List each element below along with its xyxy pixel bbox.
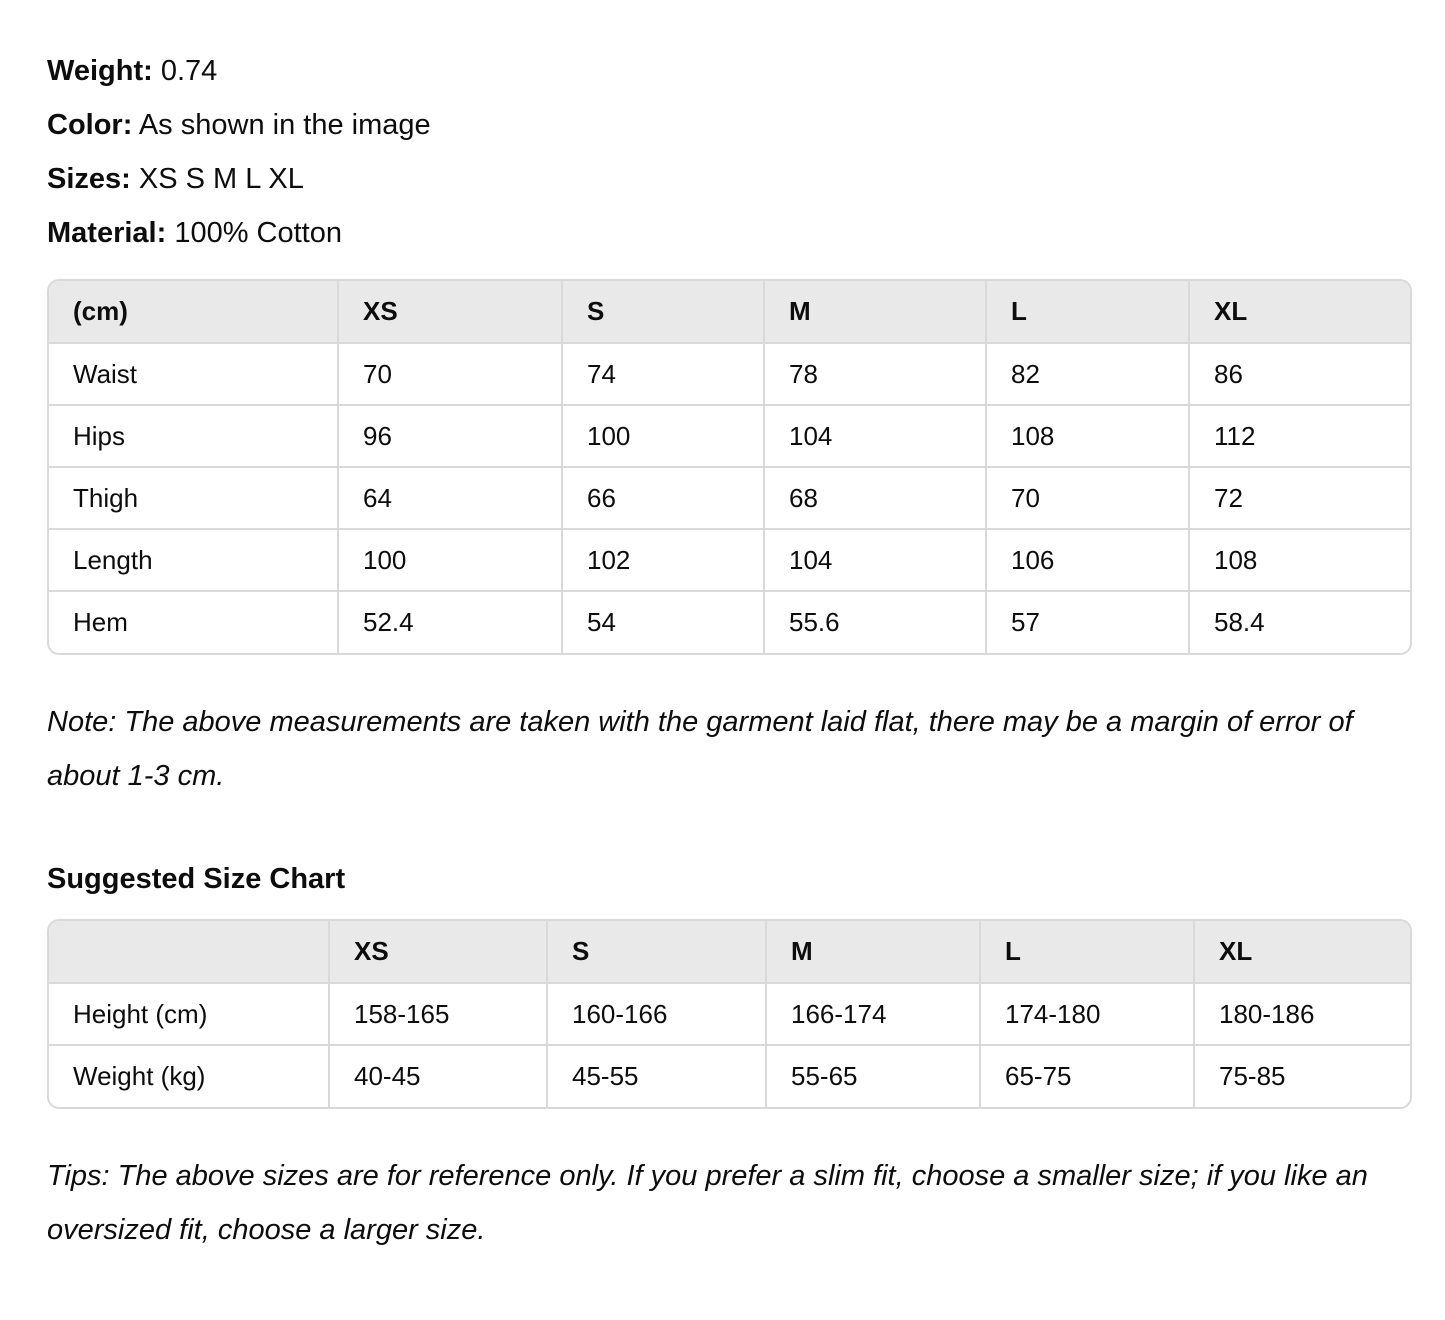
header-cell: XS <box>338 281 562 343</box>
header-cell: S <box>547 921 766 983</box>
table-cell: 52.4 <box>338 591 562 653</box>
table-cell: 57 <box>986 591 1189 653</box>
table-header-row <box>49 281 1410 343</box>
spec-color-value: As shown in the image <box>138 109 431 141</box>
spec-weight-value: 0.74 <box>160 55 218 87</box>
spec-color-label: Color: <box>47 109 133 141</box>
table-cell: 68 <box>764 467 986 529</box>
table-cell: 74 <box>562 343 764 405</box>
table-row <box>49 343 1410 405</box>
table-cell: 108 <box>986 405 1189 467</box>
table-header-row <box>49 921 1410 983</box>
header-cell <box>49 921 329 983</box>
table-cell: 40-45 <box>329 1045 547 1107</box>
header-cell: (cm) <box>49 281 338 343</box>
table-row <box>49 1045 1410 1107</box>
header-cell: M <box>766 921 980 983</box>
table-cell: 55-65 <box>766 1045 980 1107</box>
row-label: Thigh <box>49 467 338 529</box>
spec-material-value: 100% Cotton <box>174 217 342 249</box>
table-row <box>49 405 1410 467</box>
table-cell: 66 <box>562 467 764 529</box>
table-cell: 100 <box>562 405 764 467</box>
spec-sizes-label: Sizes: <box>47 163 131 195</box>
header-cell: L <box>986 281 1189 343</box>
spec-weight-label: Weight: <box>47 55 153 87</box>
table-cell: 58.4 <box>1214 607 1265 637</box>
table-cell: 82 <box>986 343 1189 405</box>
suggested-size-table <box>47 919 1412 1109</box>
row-label: Waist <box>49 343 338 405</box>
table-cell: 106 <box>986 529 1189 591</box>
header-cell: XL <box>1189 281 1410 343</box>
table-cell: 86 <box>1189 343 1410 405</box>
header-cell: S <box>562 281 764 343</box>
table-cell: 70 <box>338 343 562 405</box>
measurement-note: Note: The above measurements are taken with the garment laid flat, there may be a margin of error of about 1-3 cm. <box>47 706 1353 792</box>
table-cell: 180-186 <box>1194 983 1410 1045</box>
table-row <box>49 983 1410 1045</box>
table-row <box>49 529 1410 591</box>
table-cell: 96 <box>338 405 562 467</box>
spec-material-label: Material: <box>47 217 167 249</box>
sizing-tips: Tips: The above sizes are for reference only. If you prefer a slim fit, choose a smaller size; if you like an oversized fit, choose a larger size. <box>47 1160 1368 1246</box>
header-cell: XS <box>329 921 547 983</box>
spec-sizes-value: XS S M L XL <box>138 163 304 195</box>
table-row <box>49 591 1410 653</box>
table-cell: 64 <box>338 467 562 529</box>
table-cell: 104 <box>764 529 986 591</box>
table-cell: 45-55 <box>547 1045 766 1107</box>
spec-color <box>47 98 1413 152</box>
row-label: Weight (kg) <box>49 1045 329 1107</box>
table-cell: 75-85 <box>1219 1061 1286 1091</box>
table-cell: 104 <box>764 405 986 467</box>
table-cell: 100 <box>338 529 562 591</box>
header-cell: L <box>980 921 1194 983</box>
row-label: Height (cm) <box>49 983 329 1045</box>
table-cell: 158-165 <box>329 983 547 1045</box>
suggested-size-chart-title: Suggested Size Chart <box>47 863 346 895</box>
table-cell: 174-180 <box>980 983 1194 1045</box>
table-cell: 108 <box>1189 529 1410 591</box>
table-cell: 54 <box>562 591 764 653</box>
row-label: Length <box>49 529 338 591</box>
table-cell: 70 <box>986 467 1189 529</box>
spec-material <box>47 206 1413 260</box>
spec-weight <box>47 44 1413 98</box>
table-cell: 112 <box>1189 405 1410 467</box>
table-cell: 55.6 <box>764 591 986 653</box>
header-cell: M <box>764 281 986 343</box>
spec-sizes <box>47 152 1413 206</box>
table-row <box>49 467 1410 529</box>
row-label: Hips <box>49 405 338 467</box>
header-cell: XL <box>1194 921 1410 983</box>
table-cell: 102 <box>562 529 764 591</box>
table-cell: 160-166 <box>547 983 766 1045</box>
table-cell: 166-174 <box>766 983 980 1045</box>
table-cell: 72 <box>1189 467 1410 529</box>
measurements-table <box>47 279 1412 655</box>
table-cell: 65-75 <box>980 1045 1194 1107</box>
row-label: Hem <box>49 591 338 653</box>
table-cell: 78 <box>764 343 986 405</box>
